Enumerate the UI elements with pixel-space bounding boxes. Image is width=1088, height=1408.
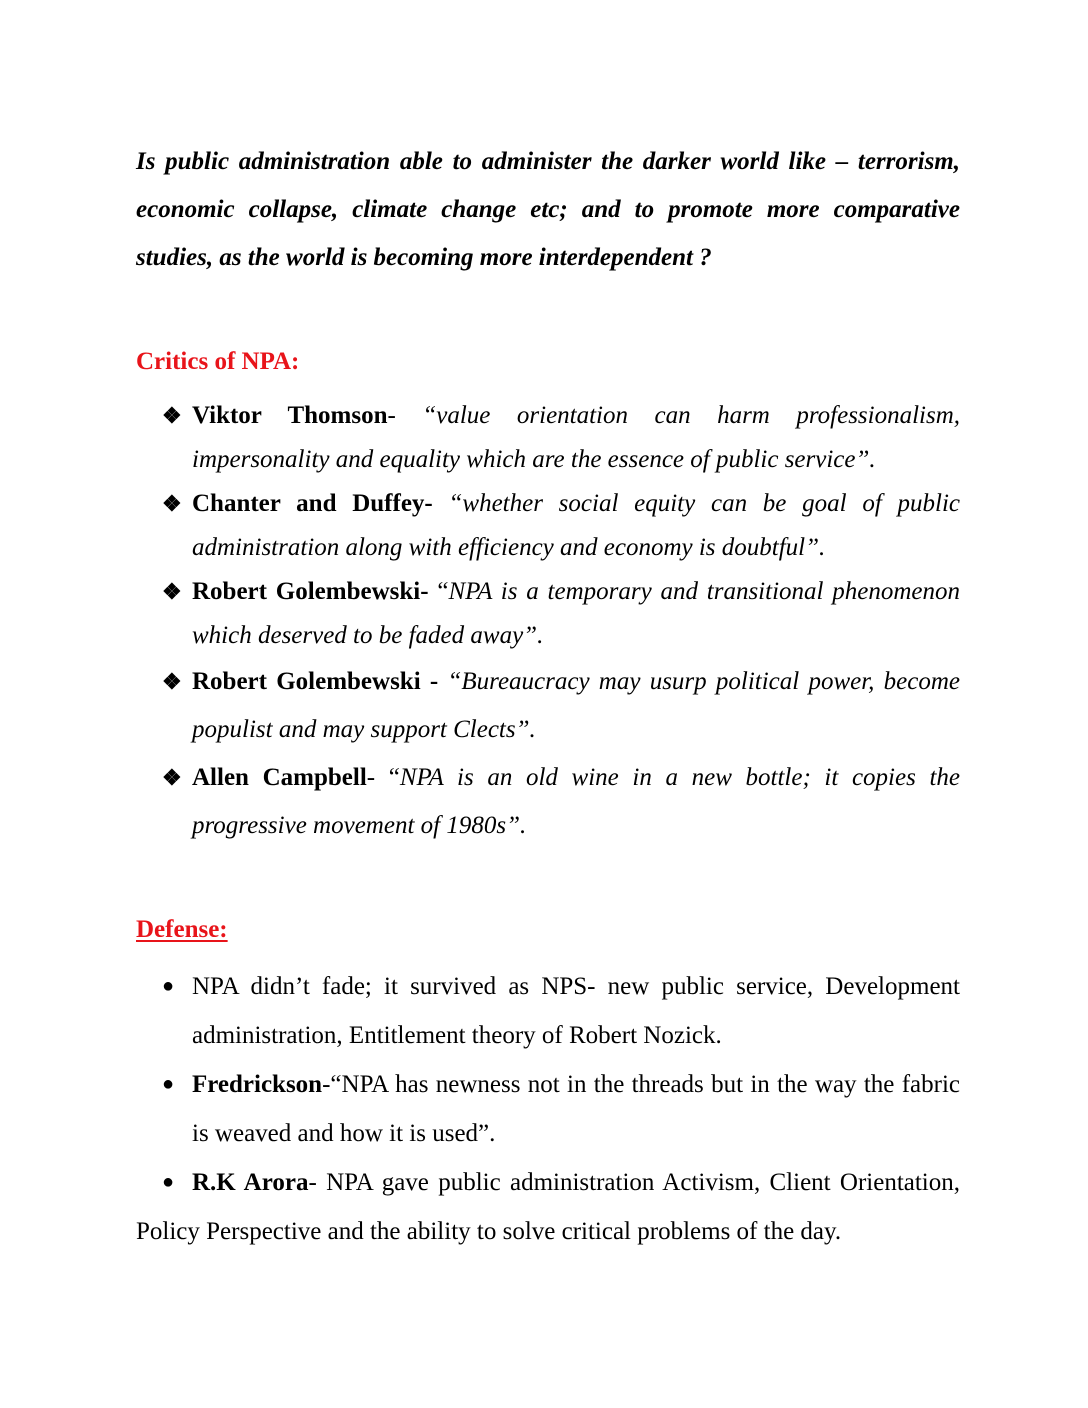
critic-name: Viktor Thomson (192, 402, 388, 429)
defense-heading: Defense: (136, 916, 228, 943)
defense-text: -“NPA has newness not in the threads but in the way the fabric is weaved and how it is used”. (192, 1071, 960, 1147)
critics-list (136, 394, 960, 850)
critic-open-quote: “ (437, 578, 449, 605)
document-page (136, 138, 960, 1256)
critic-quote: “value orientation can harm professionalism, impersonality and equality which are the essence of public service”. (192, 402, 961, 473)
critic-item (136, 754, 960, 850)
critic-name: Allen Campbell (192, 764, 367, 791)
defense-name: Fredrickson (192, 1071, 323, 1098)
defense-item (136, 1158, 960, 1256)
intro-question: Is public administration able to administer the darker world like – terrorism, economic collapse, climate change etc; and to promote more comparative studies, as the world is becoming more interdependent ? (136, 148, 960, 271)
critic-item (136, 658, 960, 754)
defense-item (136, 962, 960, 1060)
defense-list (136, 962, 960, 1256)
defense-text: NPA didn’t fade; it survived as NPS- new public service, Development administration, Entitlement theory of Robert Nozick. (192, 973, 960, 1049)
critic-item (136, 394, 960, 482)
critic-dash: - (387, 402, 396, 429)
diamond-bullet-icon: ❖ (162, 403, 182, 428)
critic-name: Chanter and Duffey- (192, 490, 433, 517)
diamond-bullet-icon: ❖ (162, 491, 182, 516)
diamond-bullet-icon: ❖ (162, 579, 182, 604)
critic-quote: NPA is an old wine in a new bottle; it copies the progressive movement of 1980s”. (192, 764, 961, 839)
critic-name: Robert Golembewski - (192, 668, 439, 695)
circle-bullet-icon: ● (162, 975, 175, 997)
circle-bullet-icon: ● (162, 1171, 175, 1193)
defense-text: - NPA gave public administration Activism, Client Orientation, Policy Perspective and the ability to solve critical problems of the day. (136, 1169, 961, 1245)
critic-dash: - “ (366, 764, 400, 791)
critic-item (136, 482, 960, 570)
critic-quote: “Bureaucracy may usurp political power, become populist and may support Clects”. (192, 668, 961, 743)
critic-quote: NPA is a temporary and transitional phenomenon which deserved to be faded away”. (192, 578, 961, 649)
defense-item (136, 1060, 960, 1158)
critic-quote: “whether social equity can be goal of public administration along with efficiency and economy is doubtful”. (192, 490, 961, 561)
circle-bullet-icon: ● (162, 1073, 175, 1095)
defense-name: R.K Arora (192, 1169, 309, 1196)
diamond-bullet-icon: ❖ (162, 765, 182, 790)
critic-name: Robert Golembewski- (192, 578, 429, 605)
critics-heading: Critics of NPA: (136, 348, 300, 375)
critic-item (136, 570, 960, 658)
diamond-bullet-icon: ❖ (162, 669, 182, 694)
